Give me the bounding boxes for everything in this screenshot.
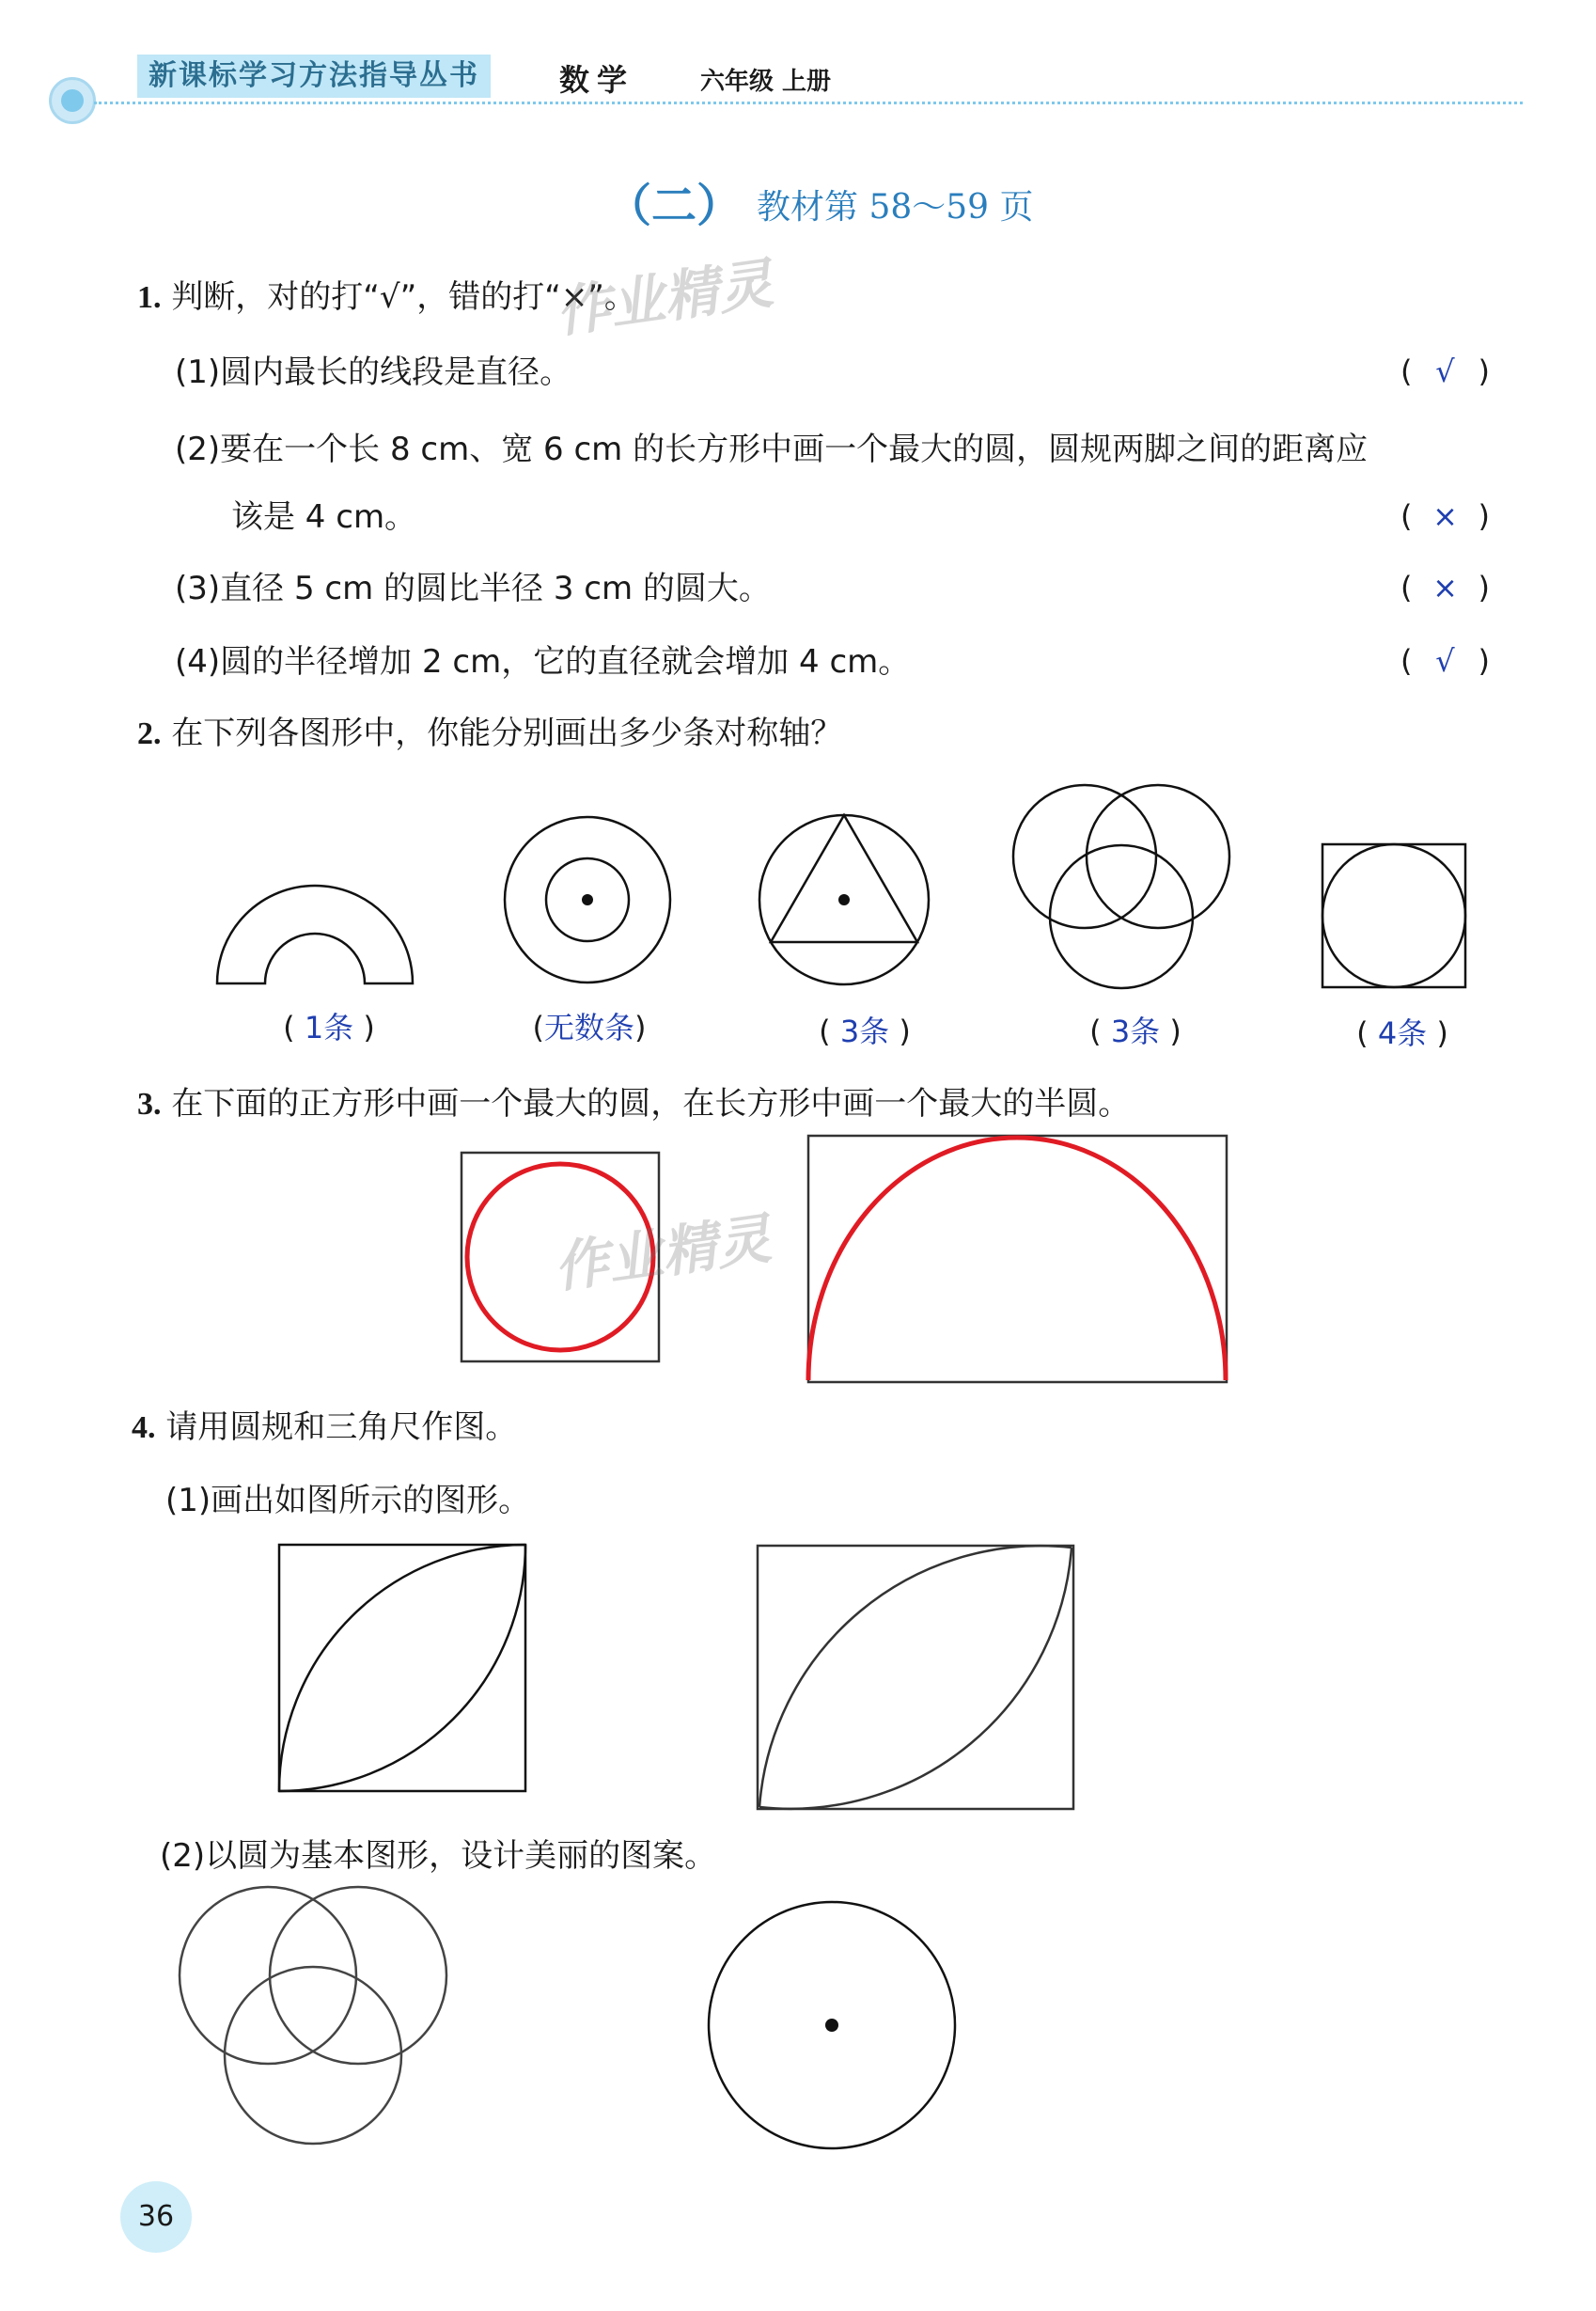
question-2-number: 2. xyxy=(137,716,162,751)
q1-item-4-text: (4)圆的半径增加 2 cm，它的直径就会增加 4 cm。 xyxy=(175,643,911,681)
question-3-text: 在下面的正方形中画一个最大的圆，在长方形中画一个最大的半圆。 xyxy=(171,1085,1131,1123)
question-1-number: 1. xyxy=(137,280,162,315)
book-series-title: 新课标学习方法指导丛书 xyxy=(137,55,491,98)
q2-answer-1: ( 1条 ) xyxy=(283,1010,375,1045)
q4-sub-1: (1)画出如图所示的图形。 xyxy=(165,1482,531,1519)
question-4-text: 请用圆规和三角尺作图。 xyxy=(165,1408,518,1446)
q2-answer-5: ( 4条 ) xyxy=(1356,1015,1448,1051)
q1-item-1-answer: ( √ ) xyxy=(1400,354,1490,389)
q2-answer-4: ( 3条 ) xyxy=(1089,1014,1181,1049)
q2-answer-4-value: 3条 xyxy=(1110,1014,1161,1049)
q2-answer-5-value: 4条 xyxy=(1377,1015,1428,1051)
grade-label: 六年级 上册 xyxy=(700,68,832,96)
q1-item-3-answer: ( × ) xyxy=(1400,570,1490,605)
q1-item-4-answer: ( √ ) xyxy=(1400,643,1490,679)
textbook-page-ref: 教材第 58～59 页 xyxy=(757,188,1034,227)
q4-sub-2: (2)以圆为基本图形，设计美丽的图案。 xyxy=(160,1837,717,1875)
watermark: 作业精灵 xyxy=(552,251,777,345)
three-circles-design-shape xyxy=(180,1887,446,2144)
section-title: （二） xyxy=(606,180,743,232)
q1-item-2-answer: ( × ) xyxy=(1400,498,1490,534)
question-1-text: 判断，对的打“√”，错的打“×”。 xyxy=(171,278,636,316)
q2-answer-3-value: 3条 xyxy=(839,1014,890,1049)
q1-item-3-mark: × xyxy=(1432,570,1458,605)
page-number: 36 xyxy=(120,2181,192,2253)
q1-item-2-text-cont: 该是 4 cm。 xyxy=(231,498,417,536)
q2-answer-1-value: 1条 xyxy=(304,1010,354,1045)
q1-item-1-text: (1)圆内最长的线段是直径。 xyxy=(175,354,572,391)
watermark-2: 作业精灵 xyxy=(550,1206,775,1300)
q1-item-2-text: (2)要在一个长 8 cm、宽 6 cm 的长方形中画一个最大的圆，圆规两脚之间的距离应 xyxy=(175,431,1369,468)
circle-with-center-shape xyxy=(709,1902,955,2148)
q1-item-2-mark: × xyxy=(1432,498,1458,534)
q1-item-3-text: (3)直径 5 cm 的圆比半径 3 cm 的圆大。 xyxy=(175,570,771,607)
q2-answer-2-value: 无数条 xyxy=(543,1010,634,1045)
question-3-number: 3. xyxy=(137,1087,162,1122)
q1-item-4-mark: √ xyxy=(1435,643,1455,679)
q2-answer-3: ( 3条 ) xyxy=(819,1014,911,1049)
question-2-text: 在下列各图形中，你能分别画出多少条对称轴？ xyxy=(171,715,843,752)
question-4-number: 4. xyxy=(132,1410,156,1445)
q2-answer-2: (无数条) xyxy=(532,1010,647,1045)
q1-item-1-mark: √ xyxy=(1435,354,1455,389)
subject-label: 数学 xyxy=(559,62,635,98)
